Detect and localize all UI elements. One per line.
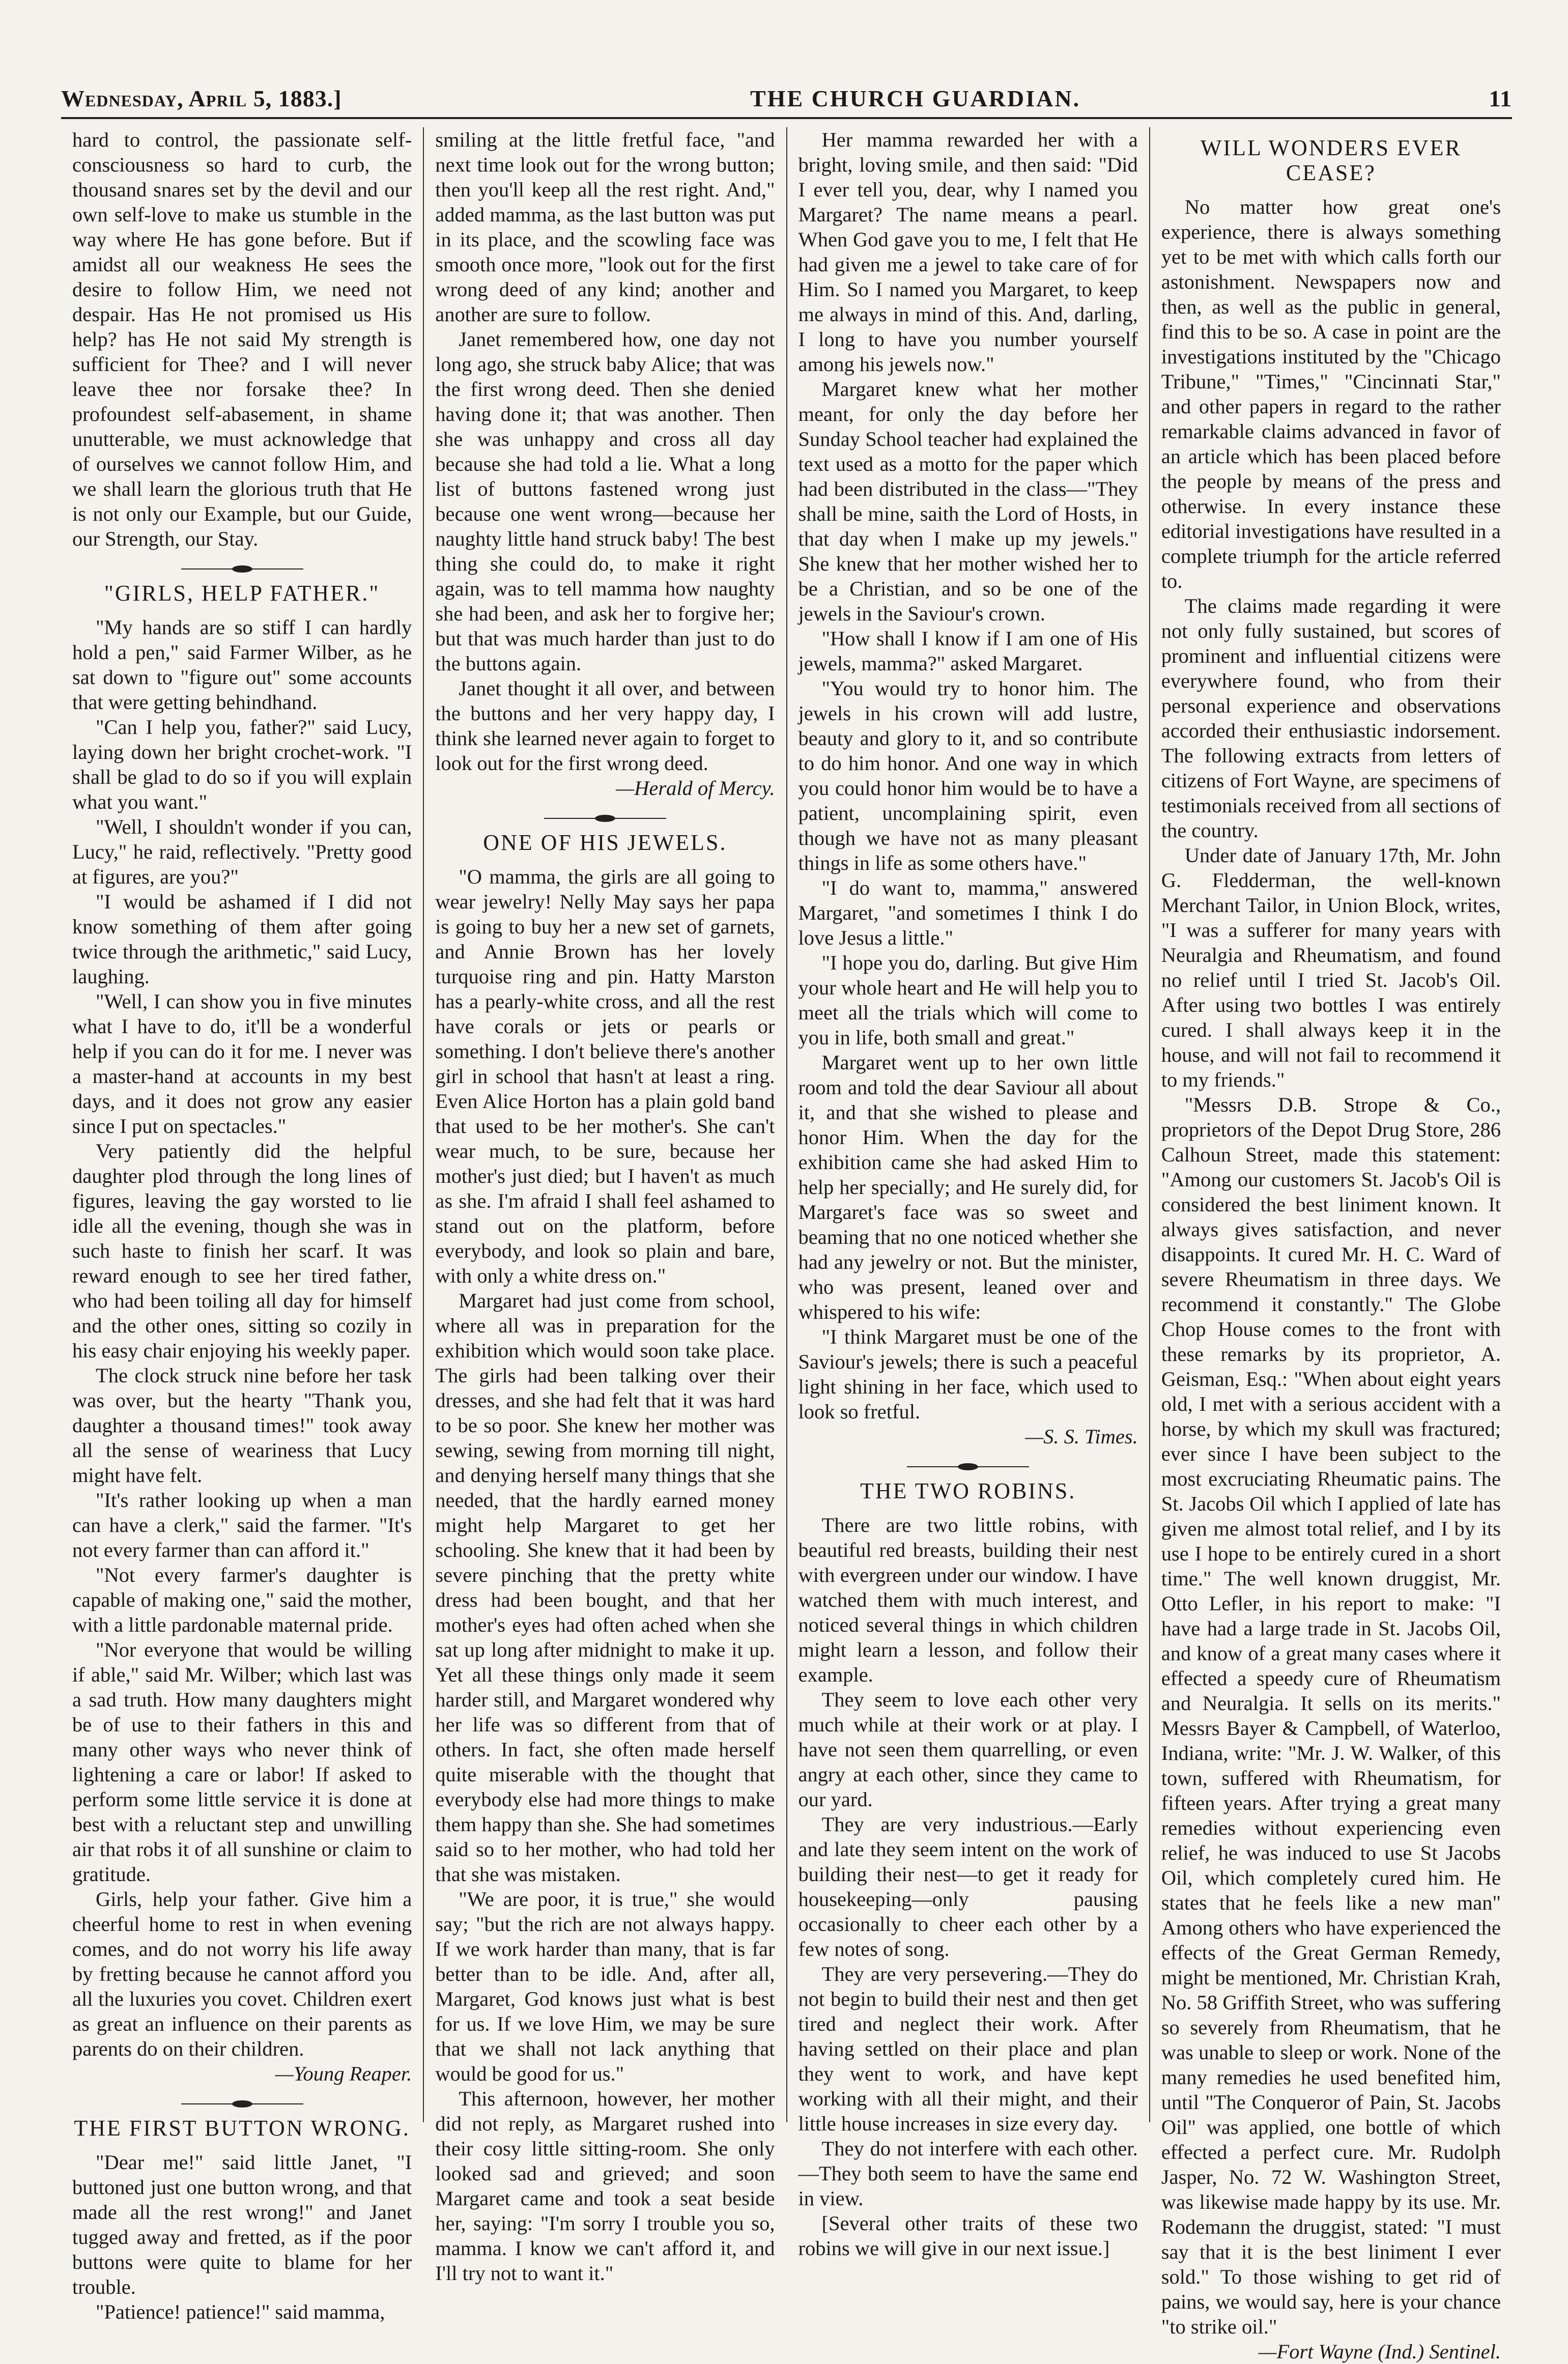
article-source: —Young Reaper. [275,2062,412,2085]
column-4 [1150,127,1512,2363]
article-paragraph: [Several other traits of these two robins we will give in our next issue.] [798,2212,1138,2260]
article-paragraph: Janet remembered how, one day not long ago, she struck baby Alice; that was the first wrong deed. Then she denied having done it; that was another. Then she was unhappy and cross all day because she had told a lie. What a long list of buttons fastened wrong just because one went wrong—because her naughty little hand struck baby! The best thing she could do, to make it right again, was to tell mamma how naughty she had been, and ask her to forgive her; but that was much harder than just to do the buttons again. [435,328,775,675]
article-heading: THE TWO ROBINS. [860,1478,1076,1503]
article-paragraph: Margaret had just come from school, where all was in preparation for the exhibition which would soon take place. The girls had been talking over their dresses, and she had felt that it was hard to be so poor. She knew her mother was sewing, sewing from morning till night, and denying herself many things that she needed, that the hardly earned money might help Margaret to get her schooling. She knew that it had been by severe pinching that the pretty white dress had been bought, and that her mother's eyes had often ached when she sat up long after midnight to make it up. Yet all these things only made it seem harder still, and Margaret wondered why her life was so different from that of others. In fact, she often made herself quite miserable with the thought that everybody else had more things to make them happy than she. She had sometimes said so to her mother, who had told her that she was mistaken. [435,1289,775,1886]
article-paragraph: They do not interfere with each other.—They both seem to have the same end in view. [798,2137,1138,2210]
column-1 [61,127,424,2323]
article-paragraph: "I think Margaret must be one of the Saviour's jewels; there is such a peaceful light shining in her face, which used to look so fretful. [798,1325,1138,1423]
article-paragraph: They are very industrious.—Early and late they seem intent on the work of building their nest—to get it ready for housekeeping—only pausing occasionally to cheer each other by a few notes of song. [798,1813,1138,1960]
article-heading: ONE OF HIS JEWELS. [483,830,727,855]
article-paragraph: Janet thought it all over, and between the buttons and her very happy day, I think she learned never again to forget to look out for the first wrong deed. [435,677,775,775]
article-columns [61,127,1512,2363]
article-paragraph: "O mamma, the girls are all going to wear jewelry! Nelly May says her papa is going to buy her a new set of garnets, and Annie Brown has her lovely turquoise ring and pin. Hatty Marston has a pearly-white cross, and all the rest have corals or jets or pearls or something. I don't believe there's another girl in school that hasn't at least a ring. Even Alice Horton has a plain gold band that used to be her mother's. She can't wear much, to be sure, because her mother's just died; but I haven't as much as she. I'm afraid I shall feel ashamed to stand out on the platform, before everybody, and look so plain and bare, with only a white dress on." [435,865,775,1287]
article-paragraph: "I hope you do, darling. But give Him your whole heart and He will help you to meet all the trials which will come to you in life, both small and great." [798,951,1138,1049]
article-paragraph: The claims made regarding it were not only fully sustained, but scores of prominent and influential citizens were everywhere found, who from their personal experience and observations accorded their enthusiastic indorsement. The following extracts from letters of citizens of Fort Wayne, are specimens of testimonials received from all sections of the country. [1161,594,1501,842]
article-paragraph: "My hands are so stiff I can hardly hold a pen," said Farmer Wilber, as he sat down to "figure out" some accounts that were getting behindhand. [72,616,412,714]
article-paragraph: Girls, help your father. Give him a cheerful home to rest in when evening comes, and do not worry his life away by fretting because he cannot afford you all the luxuries you covet. Children exert as great an influence on their parents as parents do on their children. [72,1888,412,2060]
article-heading: THE FIRST BUTTON WRONG. [74,2116,410,2141]
article-paragraph: Very patiently did the helpful daughter plod through the long lines of figures, leaving the gay worsted to lie idle all the evening, though she was in such haste to finish her scarf. It was reward enough to see her tired father, who had been toiling all day for himself and the other ones, sitting so cozily in his easy chair enjoying his weekly paper. [72,1140,412,1362]
article-paragraph: "Well, I can show you in five minutes what I have to do, it'll be a wonderful help if you can do it for me. I never was a master-hand at accounts in my best days, and it does not grow any easier since I put on spectacles." [72,990,412,1137]
article-paragraph: "How shall I know if I am one of His jewels, mamma?" asked Margaret. [798,627,1138,675]
article-paragraph: No matter how great one's experience, there is always something yet to be met with which calls forth our astonishment. Newspapers now and then, as well as the public in general, find this to be so. A case in point are the investigations instituted by the "Chicago Tribune," "Times," "Cincinnati Star," and other papers in regard to the rather remarkable claims advanced in favor of an article which has been placed before the people by means of the press and otherwise. In every instance these editorial investigations have resulted in a complete triumph for the article referred to. [1161,195,1501,592]
newspaper-title: THE CHURCH GUARDIAN. [750,86,1081,111]
article-paragraph: "Not every farmer's daughter is capable of making one," said the mother, with a little pardonable maternal pride. [72,1563,412,1636]
article-paragraph: Under date of January 17th, Mr. John G. Fledderman, the well-known Merchant Tailor, in Union Block, writes, "I was a sufferer for many years with Neuralgia and Rheumatism, and found no relief until I tried St. Jacob's Oil. After using two bottles I was entirely cured. I shall always keep it in the house, and will not fail to recommend it to my friends." [1161,844,1501,1091]
issue-date: Wednesday, April 5, 1883.] [61,86,342,111]
article-paragraph: They seem to love each other very much while at their work or at play. I have not seen them quarrelling, or even angry at each other, since they came to our yard. [798,1688,1138,1811]
article-paragraph: "Can I help you, father?" said Lucy, laying down her bright crochet-work. "I shall be glad to do so if you will explain what you want." [72,716,412,813]
article-paragraph: "Well, I shouldn't wonder if you can, Lucy," he raid, reflectively. "Pretty good at figures, are you?" [72,815,412,888]
article-paragraph: There are two little robins, with beautiful red breasts, building their nest with evergreen under our window. I have watched them with much interest, and noticed several things in which children might learn a lesson, and follow their example. [798,1514,1138,1686]
article-source: —Herald of Mercy. [616,777,775,800]
article-paragraph: smiling at the little fretful face, "and next time look out for the wrong button; then you'll keep all the rest right. And," added mamma, as the last button was put in its place, and the scowling face was smooth once more, "look out for the first wrong deed of any kind; another and another are sure to follow. [435,128,775,326]
column-2 [424,127,787,2285]
section-divider [181,2100,303,2107]
article-source: —S. S. Times. [1025,1425,1138,1448]
section-divider [907,1463,1029,1470]
masthead [61,76,1512,119]
article-paragraph: Margaret went up to her own little room and told the dear Saviour all about it, and that she wished to please and honor Him. When the day for the exhibition came she had asked Him to help her specially; and He surely did, for Margaret's face was so sweet and beaming that no one noticed whether she had any jewelry or not. But the minister, who was present, leaned over and whispered to his wife: [798,1051,1138,1323]
article-paragraph: "I do want to, mamma," answered Margaret, "and sometimes I think I do love Jesus a little." [798,876,1138,949]
article-paragraph: "Messrs D.B. Strope & Co., proprietors of the Depot Drug Store, 286 Calhoun Street, made this statement: "Among our customers St. Jacob's Oil is considered the best liniment known. It always gives satisfaction, and never disappoints. It cured Mr. H. C. Ward of severe Rheumatism in three days. We recommend it constantly." The Globe Chop House comes to the front with these remarks by its proprietor, A. Geisman, Esq.: "When about eight years old, I met with a serious accident with a horse, by which my skull was fractured; ever since I have been subject to the most excruciating Rheumatic pains. The St. Jacobs Oil which I applied of late has given me almost total relief, and I by its use I hope to be entirely cured in a short time." The well known druggist, Mr. Otto Lefler, in his report to make: "I have had a large trade in St. Jacobs Oil, and know of a great many cases where it effected a speedy cure of Rheumatism and Neuralgia. It sells on its merits." Messrs Bayer & Campbell, of Waterloo, Indiana, write: "Mr. J. W. Walker, of this town, suffered with Rheumatism, for fifteen years. After trying a great many remedies without experiencing even relief, he was induced to use St Jacobs Oil, which completely cured him. He states that he feels like a new man" Among others who have experienced the effects of the Great German Remedy, might be mentioned, Mr. Christian Krah, No. 58 Griffith Street, who was suffering so severely from Rheumatism, that he was unable to sleep or work. None of the many remedies he used benefited him, until "The Conqueror of Pain, St. Jacobs Oil" was applied, one bottle of which effected a perfect cure. Mr. Rudolph Jasper, No. 72 W. Washington Street, was likewise made happy by its use. Mr. Rodemann the druggist, stated: "I must say that it is the best liniment I ever sold." To those wishing to get rid of pains, we would say, here is your chance "to strike oil." [1161,1093,1501,2338]
article-paragraph: "Dear me!" said little Janet, "I buttoned just one button wrong, and that made all the rest wrong!" and Janet tugged away and fretted, as if the poor buttons were quite to blame for her trouble. [72,2151,412,2298]
article-paragraph: Her mamma rewarded her with a bright, loving smile, and then said: "Did I ever tell you, dear, why I named you Margaret? The name means a pearl. When God gave you to me, I felt that He had given me a jewel to take care of for Him. So I named you Margaret, to keep me always in mind of this. And, darling, I long to have you number yourself among his jewels now." [798,128,1138,376]
article-paragraph: hard to control, the passionate self-consciousness so hard to curb, the thousand snares set by the devil and our own self-love to make us stumble in the way where He has gone before. But if amidst all our weakness He sees the desire to follow Him, we need not despair. Has He not promised us His help? has He not said My strength is sufficient for Thee? and I will never leave thee nor forsake thee? In profoundest self-abasement, in shame unutterable, we must acknowledge that of ourselves we cannot follow Him, and we shall learn the glorious truth that He is not only our Example, but our Guide, our Strength, our Stay. [72,128,412,550]
article-source: —Fort Wayne (Ind.) Sentinel. [1258,2340,1501,2363]
article-heading: WILL WONDERS EVER CEASE? [1200,135,1462,185]
article-paragraph: This afternoon, however, her mother did not reply, as Margaret rushed into their cosy little sitting-room. She only looked sad and grieved; and soon Margaret came and took a seat beside her, saying: "I'm sorry I trouble you so, mamma. I know we can't afford it, and I'll try not to want it." [435,2087,775,2285]
page-number: 11 [1489,86,1512,111]
article-paragraph: Margaret knew what her mother meant, for only the day before her Sunday School teacher had explained the text used as a motto for the paper which had been distributed in the class—"They shall be mine, saith the Lord of Hosts, in that day when I make up my jewels." She knew that her mother wished her to be a Christian, and so be one of the jewels in the Saviour's crown. [798,378,1138,625]
section-divider [181,565,303,573]
article-paragraph: "We are poor, it is true," she would say; "but the rich are not always happy. If we work harder than many, that is far better than to be idle. And, after all, Margaret, God knows just what is best for us. If we love Him, we may be sure that we shall not lack anything that would be good for us." [435,1888,775,2085]
column-3 [787,127,1150,2260]
article-paragraph: "You would try to honor him. The jewels in his crown will add lustre, beauty and glory to it, and so contribute to do him honor. And one way in which you could honor him would be to have a patient, uncomplaining spirit, even though we have not as many pleasant things in life as some others have." [798,677,1138,874]
article-paragraph: "I would be ashamed if I did not know something of them after going twice through the arithmetic," said Lucy, laughing. [72,890,412,988]
article-heading: "GIRLS, HELP FATHER." [104,581,380,606]
section-divider [544,815,666,822]
article-paragraph: They are very persevering.—They do not begin to build their nest and then get tired and neglect their work. After having settled on their place and plan they went to work, and have kept working with all their might, and their little house increases in size every day. [798,1962,1138,2135]
article-paragraph: "Patience! patience!" said mamma, [96,2300,385,2323]
article-paragraph: "It's rather looking up when a man can have a clerk," said the farmer. "It's not every farmer than can afford it." [72,1489,412,1561]
article-paragraph: "Nor everyone that would be willing if able," said Mr. Wilber; which last was a sad truth. How many daughters might be of use to their fathers in this and many other ways who never think of lightening a care or labor! If asked to perform some little service it is done at best with a reluctant step and unwilling air that robs it of all sunshine or claim to gratitude. [72,1638,412,1886]
article-paragraph: The clock struck nine before her task was over, but the hearty "Thank you, daughter a thousand times!" took away all the sense of weariness that Lucy might have felt. [72,1364,412,1487]
